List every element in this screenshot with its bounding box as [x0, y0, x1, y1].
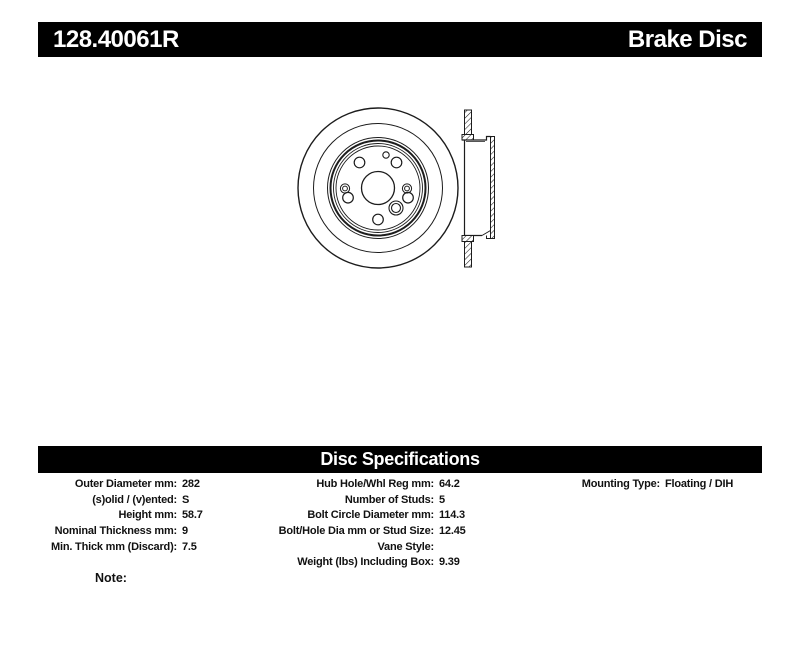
rivet-hole-right [402, 184, 411, 193]
spec-column-middle [240, 476, 466, 570]
rivet-hole-left [340, 184, 349, 193]
section-title: Disc Specifications [320, 449, 480, 469]
small-hole-top [383, 152, 389, 158]
spec-row-solid-vented [20, 492, 203, 508]
spec-label: Weight (lbs) Including Box: [297, 556, 434, 569]
spec-column-left [20, 476, 203, 554]
spec-value: 9 [182, 524, 188, 537]
spec-row-outer-diameter [20, 476, 203, 492]
part-number: 128.40061R [53, 25, 179, 53]
center-bore [362, 172, 395, 205]
note-label: Note: [95, 571, 127, 585]
brake-disc-front-view [298, 108, 458, 268]
spec-row-nominal-thickness [20, 523, 203, 539]
spec-row-height [20, 507, 203, 523]
spec-value: 7.5 [182, 540, 197, 553]
spec-row-bolt-hole-dia [240, 523, 466, 539]
spec-label: Height mm: [118, 509, 177, 522]
spec-label: Vane Style: [377, 540, 434, 553]
spec-row-hub-hole [240, 476, 466, 492]
spec-value: Floating / DIH [665, 477, 734, 490]
spec-value: 114.3 [439, 509, 465, 522]
spec-value: 12.45 [439, 524, 466, 537]
section-bar [38, 446, 762, 473]
spec-value: 5 [439, 493, 445, 506]
spec-row-number-of-studs [240, 492, 466, 508]
product-type: Brake Disc [627, 25, 747, 53]
spec-label: Mounting Type: [581, 477, 660, 490]
set-screw-hole [389, 201, 403, 215]
brake-disc-cross-section [462, 110, 495, 267]
spec-label: Outer Diameter mm: [74, 477, 177, 490]
spec-label: Hub Hole/Whl Reg mm: [316, 477, 434, 490]
spec-value: S [182, 493, 190, 506]
spec-row-mounting-type [500, 476, 733, 492]
spec-label: Min. Thick mm (Discard): [51, 540, 177, 553]
spec-row-weight [240, 554, 466, 570]
spec-value: 9.39 [439, 556, 460, 569]
spec-label: (s)olid / (v)ented: [92, 493, 177, 506]
spec-label: Nominal Thickness mm: [54, 524, 177, 537]
spec-column-right [500, 476, 733, 492]
spec-value: 64.2 [439, 477, 460, 490]
spec-row-min-thickness [20, 539, 203, 555]
spec-value: 282 [182, 477, 200, 490]
spec-row-vane-style [240, 539, 466, 555]
spec-value: 58.7 [182, 509, 203, 522]
spec-label: Number of Studs: [344, 493, 434, 506]
spec-label: Bolt/Hole Dia mm or Stud Size: [278, 524, 434, 537]
spec-label: Bolt Circle Diameter mm: [307, 509, 434, 522]
spec-row-bolt-circle-diameter [240, 507, 466, 523]
